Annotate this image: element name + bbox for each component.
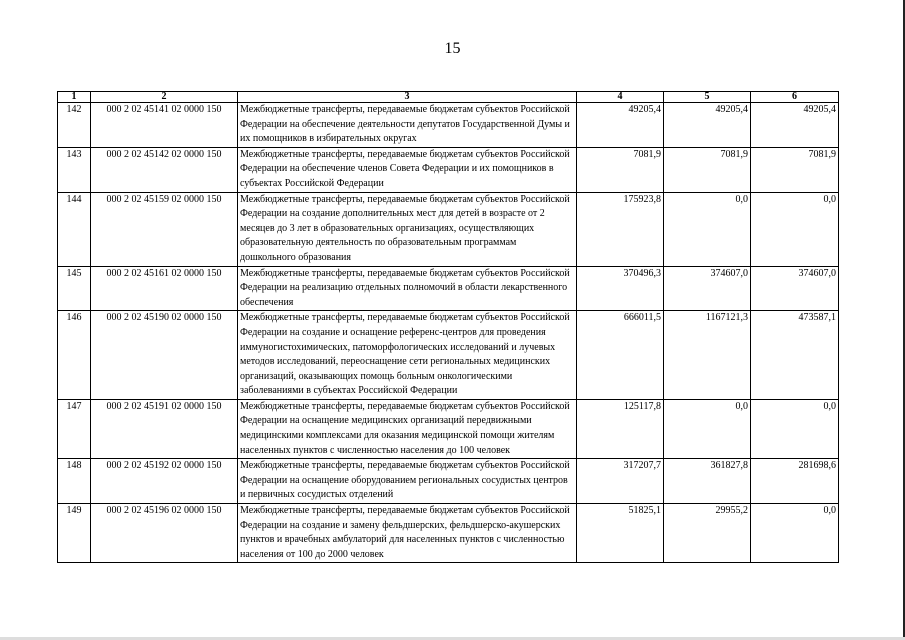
value-col-6: 281698,6: [751, 459, 839, 504]
row-number: 148: [58, 459, 91, 504]
row-number: 147: [58, 399, 91, 458]
value-col-5: 49205,4: [664, 103, 751, 148]
budget-code: 000 2 02 45142 02 0000 150: [91, 147, 238, 192]
value-col-4: 666011,5: [577, 311, 664, 400]
value-col-4: 49205,4: [577, 103, 664, 148]
value-col-6: 374607,0: [751, 266, 839, 311]
table-row: [58, 504, 839, 563]
description: Межбюджетные трансферты, передаваемые бюджетам субъектов Российской Федерации на создание дополнительных мест для детей в возрасте от 2 месяцев до 3 лет в образовательных организациях, осуществляющих образовательную деятельность по образовательным программам дошкольного образования: [238, 192, 577, 266]
budget-code: 000 2 02 45190 02 0000 150: [91, 311, 238, 400]
value-col-6: 7081,9: [751, 147, 839, 192]
value-col-4: 317207,7: [577, 459, 664, 504]
value-col-4: 370496,3: [577, 266, 664, 311]
value-col-5: 29955,2: [664, 504, 751, 563]
value-col-6: 473587,1: [751, 311, 839, 400]
value-col-4: 51825,1: [577, 504, 664, 563]
value-col-5: 361827,8: [664, 459, 751, 504]
value-col-6: 0,0: [751, 192, 839, 266]
budget-code: 000 2 02 45196 02 0000 150: [91, 504, 238, 563]
description: Межбюджетные трансферты, передаваемые бюджетам субъектов Российской Федерации на создание и оснащение референс-центров для проведения иммуногистохимических, патоморфологических исследований и лучевых методов исследований, переоснащение сети региональных медицинских организаций, оказывающих помощь больным онкологическими заболеваниями в субъектах Российской Федерации: [238, 311, 577, 400]
budget-code: 000 2 02 45191 02 0000 150: [91, 399, 238, 458]
value-col-5: 7081,9: [664, 147, 751, 192]
description: Межбюджетные трансферты, передаваемые бюджетам субъектов Российской Федерации на создание и замену фельдшерских, фельдшерско-акушерских пунктов и врачебных амбулаторий для населенных пунктов с численностью населения от 100 до 2000 человек: [238, 504, 577, 563]
page-number: 15: [444, 40, 461, 57]
row-number: 143: [58, 147, 91, 192]
row-number: 145: [58, 266, 91, 311]
row-number: 144: [58, 192, 91, 266]
table-row: [58, 311, 839, 400]
row-number: 142: [58, 103, 91, 148]
value-col-5: 0,0: [664, 399, 751, 458]
description: Межбюджетные трансферты, передаваемые бюджетам субъектов Российской Федерации на обеспечение членов Совета Федерации и их помощников в субъектах Российской Федерации: [238, 147, 577, 192]
header-col-3: 3: [238, 92, 577, 103]
value-col-4: 7081,9: [577, 147, 664, 192]
table-row: [58, 147, 839, 192]
description: Межбюджетные трансферты, передаваемые бюджетам субъектов Российской Федерации на обеспечение деятельности депутатов Государственной Думы и их помощников в избирательных округах: [238, 103, 577, 148]
description: Межбюджетные трансферты, передаваемые бюджетам субъектов Российской Федерации на оснащение оборудованием региональных сосудистых центров и первичных сосудистых отделений: [238, 459, 577, 504]
budget-code: 000 2 02 45159 02 0000 150: [91, 192, 238, 266]
table-row: [58, 192, 839, 266]
table-row: [58, 459, 839, 504]
budget-code: 000 2 02 45141 02 0000 150: [91, 103, 238, 148]
header-row: [58, 92, 839, 103]
value-col-4: 125117,8: [577, 399, 664, 458]
value-col-5: 0,0: [664, 192, 751, 266]
value-col-4: 175923,8: [577, 192, 664, 266]
row-number: 149: [58, 504, 91, 563]
value-col-6: 0,0: [751, 399, 839, 458]
description: Межбюджетные трансферты, передаваемые бюджетам субъектов Российской Федерации на оснащение медицинских организаций передвижными медицинскими комплексами для оказания медицинской помощи жителям населенных пунктов с численностью населения до 100 человек: [238, 399, 577, 458]
value-col-5: 1167121,3: [664, 311, 751, 400]
row-number: 146: [58, 311, 91, 400]
header-col-1: 1: [58, 92, 91, 103]
value-col-6: 0,0: [751, 504, 839, 563]
budget-code: 000 2 02 45192 02 0000 150: [91, 459, 238, 504]
table-row: [58, 399, 839, 458]
value-col-6: 49205,4: [751, 103, 839, 148]
budget-code: 000 2 02 45161 02 0000 150: [91, 266, 238, 311]
header-col-5: 5: [664, 92, 751, 103]
budget-table: [57, 91, 839, 563]
header-col-6: 6: [751, 92, 839, 103]
value-col-5: 374607,0: [664, 266, 751, 311]
table-row: [58, 266, 839, 311]
description: Межбюджетные трансферты, передаваемые бюджетам субъектов Российской Федерации на реализацию отдельных полномочий в области лекарственного обеспечения: [238, 266, 577, 311]
header-col-4: 4: [577, 92, 664, 103]
header-col-2: 2: [91, 92, 238, 103]
table-row: [58, 103, 839, 148]
